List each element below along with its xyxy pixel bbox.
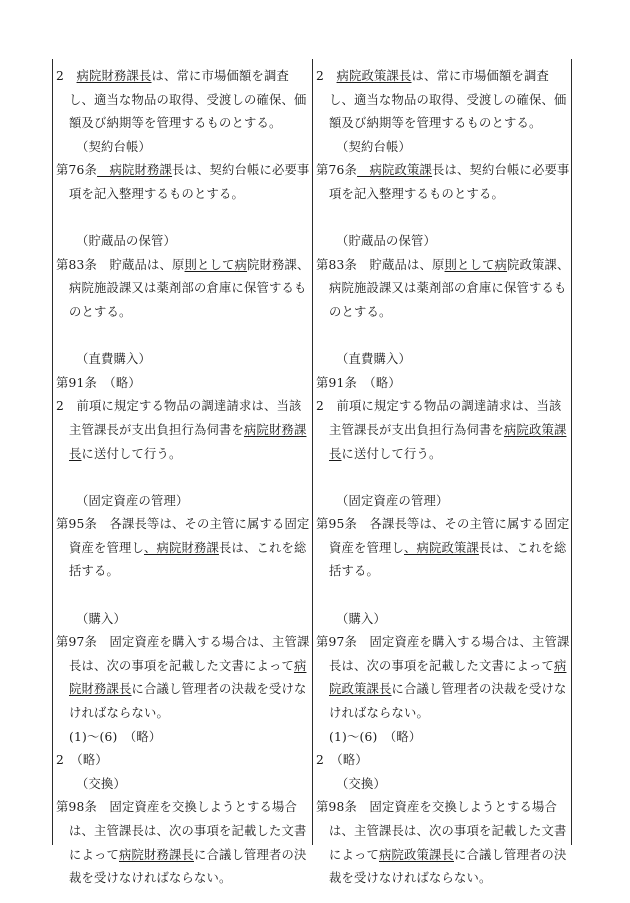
text-line: ければならない。 [69, 706, 169, 721]
text-line: 第83条 貯蔵品は、原則として病院財務課、 [56, 257, 310, 272]
underlined-term: 則として病 [444, 257, 508, 272]
underlined-term: 病院政策課 [503, 422, 567, 437]
text-line: は、主管課長は、次の事項を記載した文書 [69, 824, 307, 838]
text-line: 2 （略） [56, 753, 108, 768]
underlined-term: 病 [553, 658, 567, 673]
text-line: （直費購入） [76, 352, 151, 367]
text-line: 額及び納期等を管理するものとする。 [69, 116, 282, 131]
text-line: 2 （略） [316, 753, 368, 768]
text-line: 第76条 病院政策課長は、契約台帳に必要事 [316, 163, 570, 178]
text-line: 病院施設課又は薬剤部の倉庫に保管するも [329, 281, 567, 296]
blank-line [56, 207, 308, 231]
left-column [56, 65, 308, 891]
underlined-term: 院財務課長 [69, 682, 132, 697]
text-line: 2 前項に規定する物品の調達請求は、当該 [56, 399, 302, 414]
underlined-term: 院政策課長 [329, 682, 392, 697]
text-line: （交換） [76, 776, 126, 791]
text-line: (1)〜(6) （略） [69, 729, 162, 744]
text-line: 院政策課長に合議し管理者の決裁を受けな [329, 682, 567, 697]
comparison-table [52, 59, 572, 886]
text-line: （固定資産の管理） [336, 493, 449, 508]
blank-line [56, 325, 308, 349]
text-line: （契約台帳） [336, 139, 411, 154]
text-line: 第98条 固定資産を交換しようとする場合 [56, 800, 297, 815]
text-line: のとする。 [69, 304, 132, 319]
text-line: 2 病院政策課長は、常に市場価額を調査 [316, 69, 549, 83]
text-line: し、適当な物品の取得、受渡しの確保、価 [69, 92, 307, 107]
underlined-term: 病院財務課長 [119, 847, 194, 862]
text-line: 第95条 各課長等は、その主管に属する固定 [316, 517, 570, 532]
table-column-divider [312, 59, 313, 845]
text-line: 第98条 固定資産を交換しようとする場合 [316, 800, 557, 815]
underlined-term: 病 [293, 658, 307, 673]
text-line: 長は、次の事項を記載した文書によって病 [329, 658, 567, 673]
text-line: 長に送付して行う。 [329, 446, 442, 461]
right-column [316, 65, 568, 891]
text-line: し、適当な物品の取得、受渡しの確保、価 [329, 92, 567, 107]
text-line: （購入） [76, 611, 126, 626]
text-line: 第91条 （略） [316, 375, 401, 390]
text-line: 括する。 [329, 564, 379, 579]
text-line: 項を記入整理するものとする。 [69, 186, 244, 201]
table-left-border [52, 59, 53, 845]
text-line: によって病院財務課長に合議し管理者の決 [69, 847, 307, 862]
underlined-term: 、病院財務課 [143, 540, 219, 555]
text-line: 2 病院財務課長は、常に市場価額を調査 [56, 69, 289, 83]
underlined-term: 、病院政策課 [403, 540, 479, 555]
text-line: 資産を管理し、病院財務課長は、これを総 [69, 540, 307, 555]
table-right-border [571, 59, 572, 845]
text-line: 裁を受けなければならない。 [69, 871, 232, 886]
text-line: 第97条 固定資産を購入する場合は、主管課 [56, 635, 310, 650]
text-line: 第83条 貯蔵品は、原則として病院政策課、 [316, 257, 570, 272]
text-line: （契約台帳） [76, 139, 151, 154]
underlined-term: 病院財務課 [97, 163, 173, 178]
blank-line [316, 207, 568, 231]
text-line: 主管課長が支出負担行為伺書を病院政策課 [329, 422, 567, 437]
underlined-term: 長 [69, 446, 82, 461]
underlined-term: 則として病 [184, 257, 248, 272]
underlined-term: 病院政策課長 [379, 847, 454, 862]
blank-line [316, 325, 568, 349]
underlined-term: 病院財務課 [243, 422, 307, 437]
text-line: （貯蔵品の保管） [336, 234, 436, 249]
text-line: 第95条 各課長等は、その主管に属する固定 [56, 517, 310, 532]
text-line: （貯蔵品の保管） [76, 234, 176, 249]
blank-line [316, 584, 568, 608]
underlined-term: 長 [329, 446, 342, 461]
text-line: によって病院政策課長に合議し管理者の決 [329, 847, 567, 862]
text-line: (1)〜(6) （略） [329, 729, 422, 744]
blank-line [56, 584, 308, 608]
text-line: 長に送付して行う。 [69, 446, 182, 461]
text-line: のとする。 [329, 304, 392, 319]
underlined-term: 病院政策課 [357, 163, 433, 178]
text-line: （直費購入） [336, 352, 411, 367]
text-line: は、主管課長は、次の事項を記載した文書 [329, 824, 567, 838]
text-line: 長は、次の事項を記載した文書によって病 [69, 658, 307, 673]
text-line: 院財務課長に合議し管理者の決裁を受けな [69, 682, 307, 697]
text-line: 裁を受けなければならない。 [329, 871, 492, 886]
underlined-term: 病院政策課長 [336, 69, 412, 83]
text-line: 第97条 固定資産を購入する場合は、主管課 [316, 635, 570, 650]
blank-line [316, 466, 568, 490]
text-line: 項を記入整理するものとする。 [329, 186, 504, 201]
text-line: ければならない。 [329, 706, 429, 721]
text-line: 第76条 病院財務課長は、契約台帳に必要事 [56, 163, 310, 178]
text-line: （購入） [336, 611, 386, 626]
text-line: 額及び納期等を管理するものとする。 [329, 116, 542, 131]
underlined-term: 病院財務課長 [76, 69, 152, 83]
text-line: 括する。 [69, 564, 119, 579]
text-line: 第91条 （略） [56, 375, 141, 390]
blank-line [56, 466, 308, 490]
text-line: （交換） [336, 776, 386, 791]
text-line: 病院施設課又は薬剤部の倉庫に保管するも [69, 281, 307, 296]
text-line: 主管課長が支出負担行為伺書を病院財務課 [69, 422, 307, 437]
text-line: 資産を管理し、病院政策課長は、これを総 [329, 540, 567, 555]
text-line: （固定資産の管理） [76, 493, 189, 508]
text-line: 2 前項に規定する物品の調達請求は、当該 [316, 399, 562, 414]
